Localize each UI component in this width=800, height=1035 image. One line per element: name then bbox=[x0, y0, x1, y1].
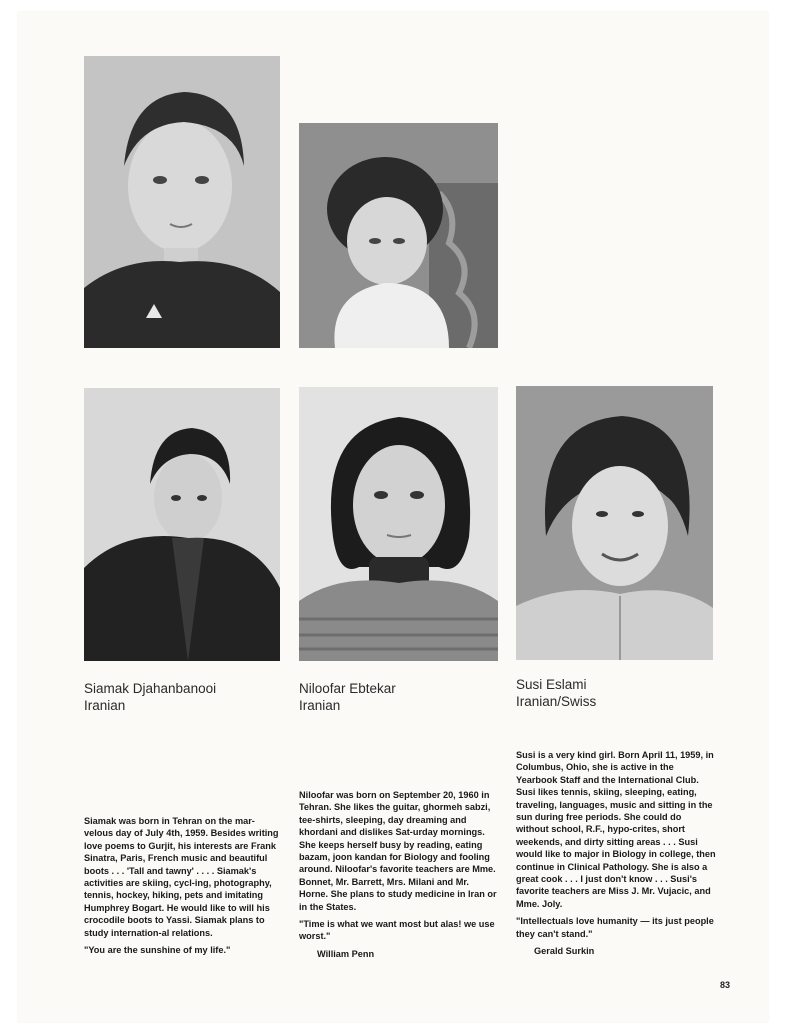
bio-text: Siamak was born in Tehran on the mar-velous day of July 4th, 1959. Besides writing love poems to Gurjit, his interests are Frank Sinatra, Paris, French music and beautiful boots . . . 'Tall and tawny' . . . . Siamak's activities are skiing, cycl-ing, photography, tennis, hockey, hiking, pets and imitating Humphrey Bogart. He would like to will his crocodile boots to Yassi. Siamak plans to study internation-al relations. bbox=[84, 816, 279, 938]
bio-susi bbox=[516, 749, 716, 958]
bio-text: Niloofar was born on September 20, 1960 in Tehran. She likes the guitar, ghormeh sabzi, tee-shirts, sleeping, day dreaming and khordani and dislikes Sat-urday mornings. She keeps herself busy by reading, eating bazam, joon kandan for Biology and fooling around. Niloofar's favorite teachers are Mme. Bonnet, Mr. Barrett, Mrs. Milani and Mr. Horne. She plans to study medicine in Iran or in the States. bbox=[299, 790, 497, 912]
bio-siamak bbox=[84, 815, 280, 961]
student-name-susi bbox=[516, 676, 596, 710]
quote-author: William Penn bbox=[317, 948, 375, 959]
yearbook-page bbox=[18, 12, 768, 1022]
page-number: 83 bbox=[719, 980, 730, 990]
senior-photo-susi bbox=[516, 386, 713, 660]
student-nationality: Iranian bbox=[299, 698, 341, 713]
senior-photo-siamak bbox=[84, 388, 280, 661]
bio-quote: "Time is what we want most but alas! we use worst." bbox=[299, 919, 495, 942]
bio-quote: "Intellectuals love humanity — its just people they can't stand." bbox=[516, 916, 714, 939]
student-name-siamak bbox=[84, 680, 216, 714]
bio-niloofar bbox=[299, 789, 499, 960]
student-name: Siamak Djahanbanooi bbox=[84, 681, 217, 696]
baby-photo-niloofar bbox=[299, 123, 498, 348]
student-name-niloofar bbox=[299, 680, 396, 714]
student-name: Susi Eslami bbox=[516, 677, 587, 692]
bio-text: Susi is a very kind girl. Born April 11, 1959, in Columbus, Ohio, she is active in the Yearbook Staff and the International Club. Susi likes tennis, skiing, sleeping, eating, traveling, languages, music and sitting in the sun during free periods. She could do without school, R.F., hypo-crites, short weekends, and dirty sitting areas . . . Susi would like to major in Biology in college, then continue in Clinical Pathology. She is also a great cook . . . I just don't know . . . Susi's favorite teachers are Miss J. Mr. Vujacic, and Mme. Joly. bbox=[516, 750, 716, 909]
student-nationality: Iranian bbox=[84, 698, 126, 713]
bio-quote: "You are the sunshine of my life." bbox=[84, 945, 231, 956]
baby-photo-siamak bbox=[84, 56, 280, 348]
senior-photo-niloofar bbox=[299, 387, 498, 661]
quote-author: Gerald Surkin bbox=[534, 946, 595, 957]
student-name: Niloofar Ebtekar bbox=[299, 681, 396, 696]
student-nationality: Iranian/Swiss bbox=[516, 694, 597, 709]
